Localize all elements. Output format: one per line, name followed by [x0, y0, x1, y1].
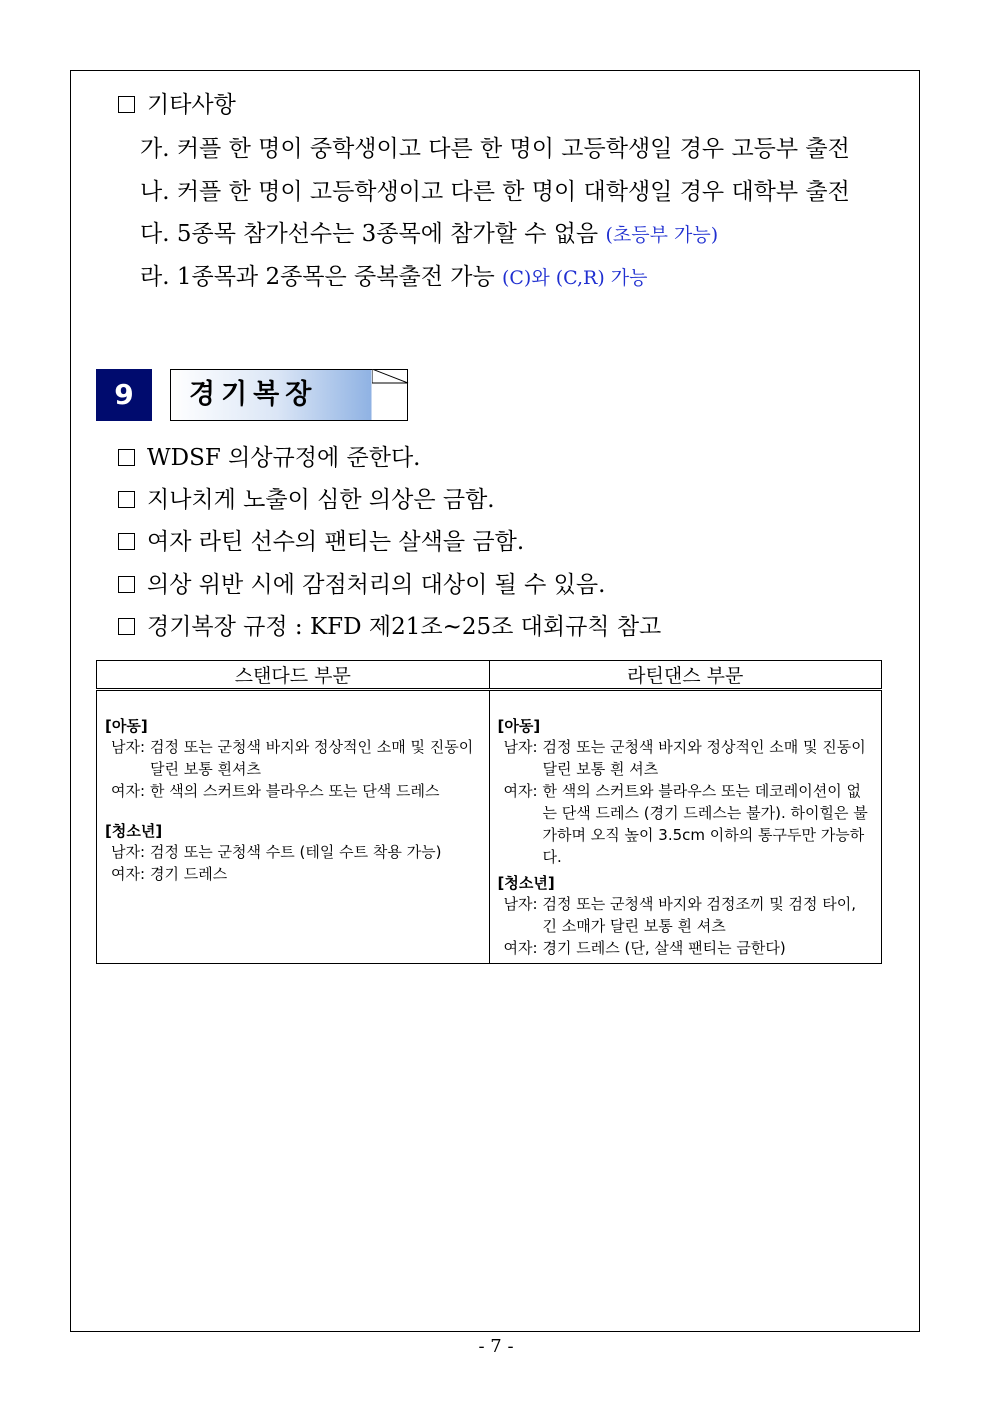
standard-cell: [97, 690, 490, 964]
latin-cell: [489, 690, 882, 964]
misc-item-label: 라.: [140, 264, 170, 290]
misc-item-label: 가.: [140, 136, 170, 162]
misc-item: [140, 219, 718, 250]
dress-text: 한 색의 스커트와 블라우스 또는 단색 드레스: [150, 782, 440, 800]
table-header-standard: 스탠다드 부문: [97, 661, 490, 690]
gender-label: 여자:: [111, 782, 146, 800]
checkbox-icon: [118, 449, 135, 466]
dress-text: 검정 또는 군청색 바지와 정상적인 소매 및 진동이 달린 보통 흰 셔츠: [542, 738, 866, 778]
dress-row: [105, 863, 481, 885]
misc-item-text: 커플 한 명이 중학생이고 다른 한 명이 고등학생일 경우 고등부 출전: [176, 136, 850, 162]
gender-label: 여자:: [111, 865, 146, 883]
dress-text: 한 색의 스커트와 블라우스 또는 데코레이션이 없는 단색 드레스 (경기 드레스는 불가). 하이힐은 불가하며 오직 높이 3.5cm 이하의 통구두만 가능하다.: [542, 782, 868, 866]
checkbox-icon: [118, 618, 135, 635]
checkbox-icon: [118, 533, 135, 550]
group-label: [아동]: [497, 717, 541, 735]
rule-text: 지나치게 노출이 심한 의상은 금함.: [147, 487, 495, 513]
checkbox-icon: [118, 96, 135, 113]
dress-row: [105, 780, 481, 802]
dress-text: 경기 드레스: [150, 865, 228, 883]
misc-item: [140, 262, 648, 293]
gender-label: 남자:: [503, 738, 538, 756]
misc-item-text: 1종목과 2종목은 중복출전 가능: [176, 264, 495, 290]
dress-text: 검정 또는 군청색 수트 (테일 수트 착용 가능): [150, 843, 442, 861]
gender-label: 남자:: [111, 738, 146, 756]
dress-text: 검정 또는 군청색 바지와 정상적인 소매 및 진동이 달린 보통 흰셔츠: [150, 738, 474, 778]
misc-item-label: 다.: [140, 221, 170, 247]
dress-code-table: [96, 660, 882, 964]
rule-item: [118, 443, 420, 473]
dress-text: 검정 또는 군청색 바지와 검정조끼 및 검정 타이, 긴 소매가 달린 보통 흰 셔츠: [542, 895, 857, 935]
checkbox-icon: [118, 491, 135, 508]
misc-item-note: (C)와 (C,R) 가능: [501, 267, 648, 289]
dress-text: 경기 드레스 (단, 살색 팬티는 금한다): [542, 939, 786, 957]
misc-item-note: (초등부 가능): [605, 224, 719, 246]
gender-label: 여자:: [503, 782, 538, 800]
rule-text: WDSF 의상규정에 준한다.: [147, 445, 421, 471]
rule-item: [118, 570, 605, 600]
rule-text: 여자 라틴 선수의 팬티는 살색을 금함.: [147, 529, 525, 555]
checkbox-icon: [118, 576, 135, 593]
section-number: 9: [96, 369, 152, 421]
dress-row: [498, 780, 874, 868]
misc-item: [140, 177, 850, 207]
rule-text: 의상 위반 시에 감점처리의 대상이 될 수 있음.: [147, 572, 606, 598]
dress-row: [105, 841, 481, 863]
misc-heading: [118, 90, 236, 120]
misc-item-text: 5종목 참가선수는 3종목에 참가할 수 없음: [176, 221, 599, 247]
group-label: [아동]: [105, 717, 148, 735]
rule-item: [118, 485, 495, 515]
rule-item: [118, 527, 524, 557]
rule-text: 경기복장 규정 : KFD 제21조~25조 대회규칙 참고: [147, 614, 662, 640]
misc-item: [140, 134, 850, 164]
section-title: 경기복장: [170, 369, 408, 421]
page-fold-icon: [372, 369, 409, 384]
gender-label: 여자:: [503, 939, 538, 957]
dress-row: [498, 893, 874, 937]
dress-row: [498, 736, 874, 780]
gender-label: 남자:: [111, 843, 146, 861]
dress-row: [498, 937, 874, 959]
rule-item: [118, 612, 661, 642]
misc-heading-text: 기타사항: [147, 92, 236, 118]
gender-label: 남자:: [503, 895, 538, 913]
group-label: [청소년]: [497, 874, 555, 892]
page-number: - 7 -: [478, 1336, 514, 1357]
table-header-latin: 라틴댄스 부문: [489, 661, 882, 690]
misc-item-text: 커플 한 명이 고등학생이고 다른 한 명이 대학생일 경우 대학부 출전: [176, 179, 850, 205]
dress-row: [105, 736, 481, 780]
group-label: [청소년]: [105, 822, 163, 840]
misc-item-label: 나.: [140, 179, 170, 205]
